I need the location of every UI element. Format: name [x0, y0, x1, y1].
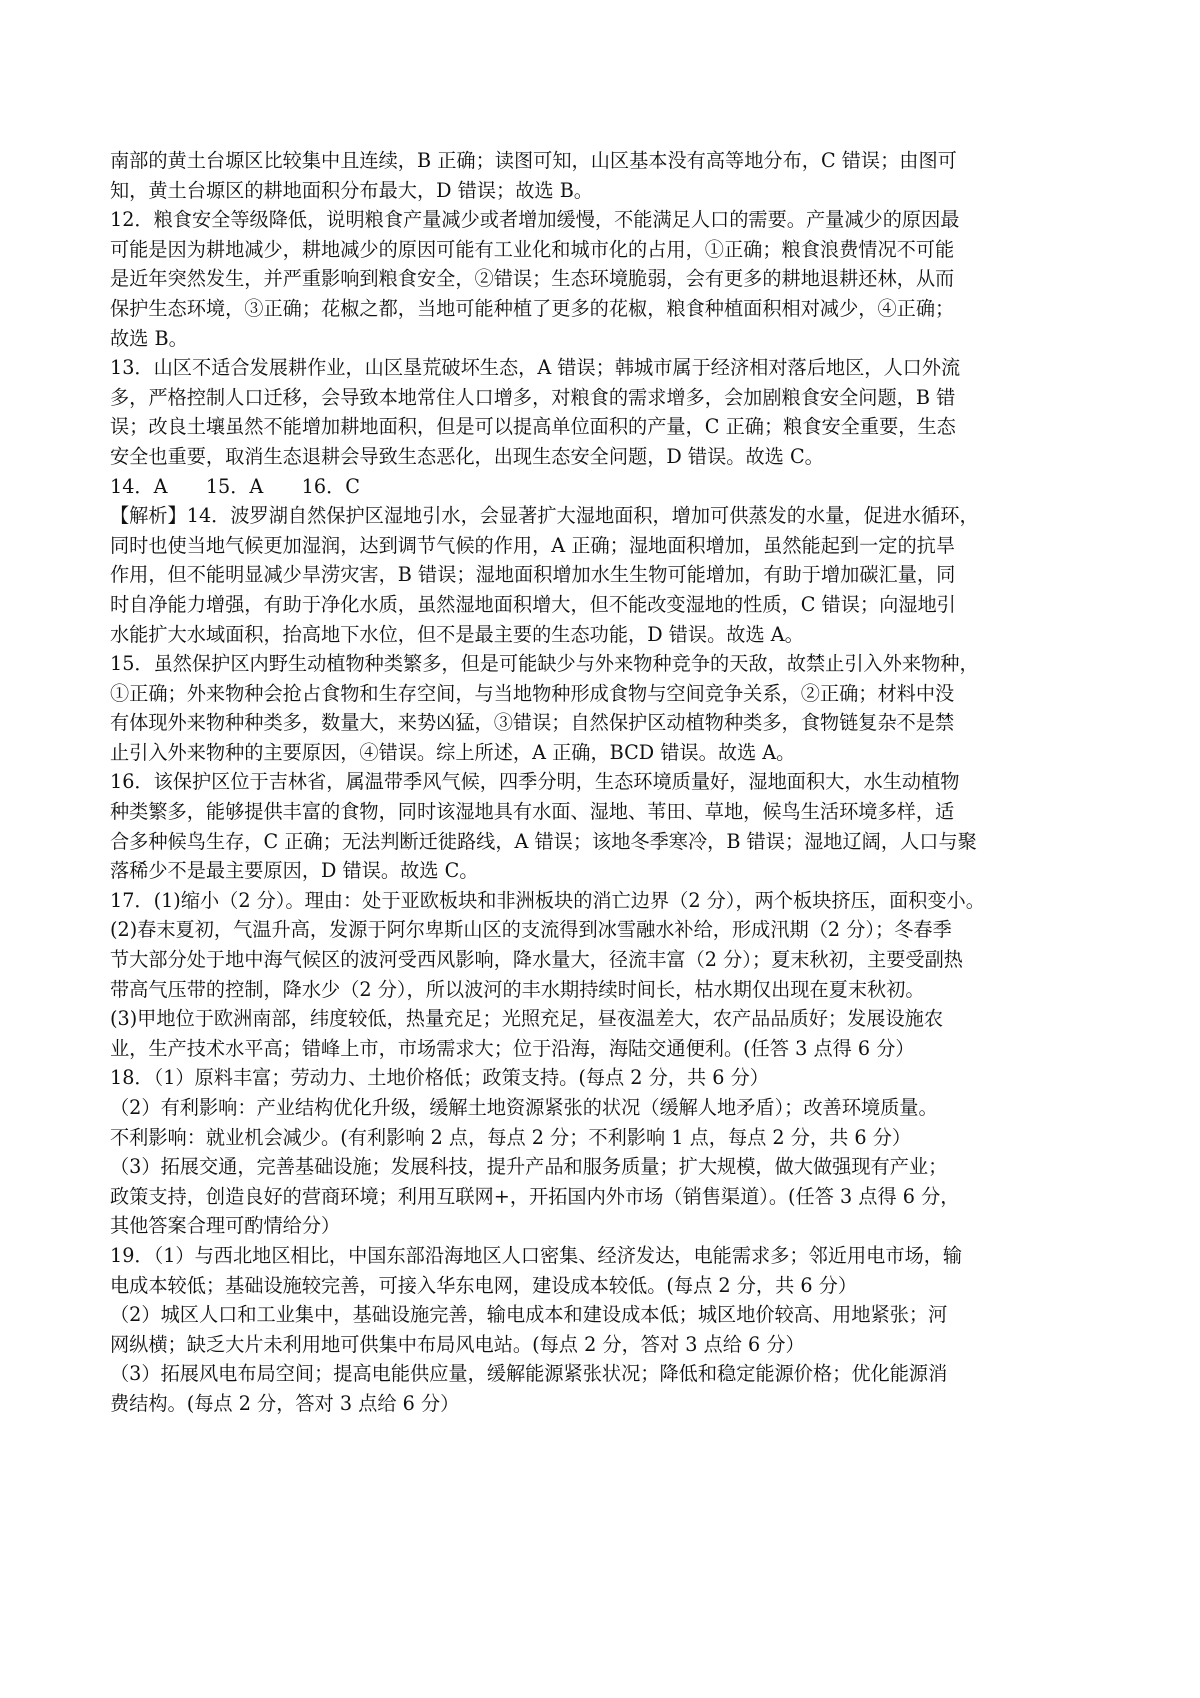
text-line: 政策支持，创造良好的营商环境；利用互联网+，开拓国内外市场（销售渠道）。(任答 3 点得 6 分， [110, 1184, 960, 1208]
text-line: 业，生产技术水平高；错峰上市，市场需求大；位于沿海，海陆交通便利。(任答 3 点得 6 分） [110, 1036, 915, 1060]
text-line: 16．该保护区位于吉林省，属温带季风气候，四季分明，生态环境质量好，湿地面积大，水生动植物 [110, 770, 960, 794]
text-line: 电成本较低；基础设施较完善，可接入华东电网，建设成本较低。(每点 2 分，共 6 分） [110, 1273, 858, 1297]
text-line: 知，黄土台塬区的耕地面积分布最大，D 错误；故选 B。 [110, 178, 593, 202]
text-line: (2)春末夏初，气温升高，发源于阿尔卑斯山区的支流得到冰雪融水补给，形成汛期（2 分）；冬春季 [110, 918, 952, 942]
text-line: （2）城区人口和工业集中，基础设施完善，输电成本和建设成本低；城区地价较高、用地紧张；河 [110, 1303, 948, 1327]
text-line: 有体现外来物种种类多，数量大，来势凶猛，③错误；自然保护区动植物种类多，食物链复杂不是禁 [110, 711, 955, 735]
text-line: 【解析】14．波罗湖自然保护区湿地引水，会显著扩大湿地面积，增加可供蒸发的水量，促进水循环， [110, 504, 979, 528]
text-line: 19．（1）与西北地区相比，中国东部沿海地区人口密集、经济发达，电能需求多；邻近用电市场，输 [110, 1243, 963, 1267]
text-line: 合多种候鸟生存，C 正确；无法判断迁徙路线，A 错误；该地冬季寒冷，B 错误；湿地辽阔，人口与聚 [110, 829, 977, 853]
text-line: 止引入外来物种的主要原因，④错误。综上所述，A 正确，BCD 错误。故选 A。 [110, 740, 796, 764]
text-line: 14．A 15．A 16．C [110, 474, 360, 498]
text-line: 不利影响：就业机会减少。(有利影响 2 点，每点 2 分；不利影响 1 点，每点 2 分，共 6 分） [110, 1125, 912, 1149]
text-line: （3）拓展交通，完善基础设施；发展科技，提升产品和服务质量；扩大规模，做大做强现有产业； [110, 1155, 948, 1179]
text-line: 误；改良土壤虽然不能增加耕地面积，但是可以提高单位面积的产量，C 正确；粮食安全重要，生态 [110, 415, 956, 439]
text-line: 南部的黄土台塬区比较集中且连续，B 正确；读图可知，山区基本没有高等地分布，C 错误；由图可 [110, 149, 957, 172]
text-line: 时自净能力增强，有助于净化水质，虽然湿地面积增大，但不能改变湿地的性质，C 错误；向湿地引 [110, 592, 956, 616]
text-line: 12．粮食安全等级降低，说明粮食产量减少或者增加缓慢，不能满足人口的需要。产量减少的原因最 [110, 208, 960, 232]
text-line: 作用，但不能明显减少旱涝灾害，B 错误；湿地面积增加水生生物可能增加，有助于增加碳汇量，同 [110, 563, 956, 587]
text-line: （3）拓展风电布局空间；提高电能供应量，缓解能源紧张状况；降低和稳定能源价格；优化能源消 [110, 1362, 948, 1386]
text-line: 种类繁多，能够提供丰富的食物，同时该湿地具有水面、湿地、苇田、草地，候鸟生活环境多样，适 [110, 800, 955, 824]
text-line: 网纵横；缺乏大片未利用地可供集中布局风电站。(每点 2 分，答对 3 点给 6 分） [110, 1332, 805, 1356]
text-line: ①正确；外来物种会抢占食物和生存空间，与当地物种形成食物与空间竞争关系，②正确；材料中没 [110, 681, 955, 705]
text-line: 其他答案合理可酌情给分） [110, 1214, 341, 1238]
text-line: 水能扩大水域面积，抬高地下水位，但不是最主要的生态功能，D 错误。故选 A。 [110, 622, 804, 646]
text-line: 故选 B。 [110, 326, 188, 350]
text-line: 多，严格控制人口迁移，会导致本地常住人口增多，对粮食的需求增多，会加剧粮食安全问题，B 错 [110, 385, 956, 409]
text-line: 15．虽然保护区内野生动植物种类繁多，但是可能缺少与外来物种竞争的天敌，故禁止引入外来物种， [110, 652, 979, 676]
text-line: 18．（1）原料丰富；劳动力、土地价格低；政策支持。(每点 2 分，共 6 分） [110, 1066, 769, 1090]
text-line: 安全也重要，取消生态退耕会导致生态恶化，出现生态安全问题，D 错误。故选 C。 [110, 444, 824, 468]
text-line: 带高气压带的控制，降水少（2 分），所以波河的丰水期持续时间长，枯水期仅出现在夏末秋初。 [110, 977, 925, 1001]
answer-key-text [110, 146, 1100, 1419]
text-line: （2）有利影响：产业结构优化升级，缓解土地资源紧张的状况（缓解人地矛盾）；改善环境质量。 [110, 1096, 938, 1119]
text-line: 可能是因为耕地减少，耕地减少的原因可能有工业化和城市化的占用，①正确；粮食浪费情况不可能 [110, 237, 955, 261]
text-line: 13．山区不适合发展耕作业，山区垦荒破坏生态，A 错误；韩城市属于经济相对落后地区，人口外流 [110, 356, 961, 380]
text-line: 落稀少不是最主要原因，D 错误。故选 C。 [110, 859, 479, 883]
text-line: 节大部分处于地中海气候区的波河受西风影响，降水量大，径流丰富（2 分）；夏末秋初，主要受副热 [110, 948, 963, 972]
text-line: 是近年突然发生，并严重影响到粮食安全，②错误；生态环境脆弱，会有更多的耕地退耕还林，从而 [110, 267, 955, 291]
text-line: 17．(1)缩小（2 分）。理由：处于亚欧板块和非洲板块的消亡边界（2 分），两个板块挤压，面积变小。 [110, 888, 985, 912]
text-line: 同时也使当地气候更加湿润，达到调节气候的作用，A 正确；湿地面积增加，虽然能起到一定的抗旱 [110, 533, 956, 557]
text-line: (3)甲地位于欧洲南部，纬度较低，热量充足；光照充足，昼夜温差大，农产品品质好；发展设施农 [110, 1007, 944, 1031]
text-line: 费结构。(每点 2 分，答对 3 点给 6 分） [110, 1391, 460, 1415]
text-line: 保护生态环境，③正确；花椒之都，当地可能种植了更多的花椒，粮食种植面积相对减少，④正确； [110, 296, 955, 320]
